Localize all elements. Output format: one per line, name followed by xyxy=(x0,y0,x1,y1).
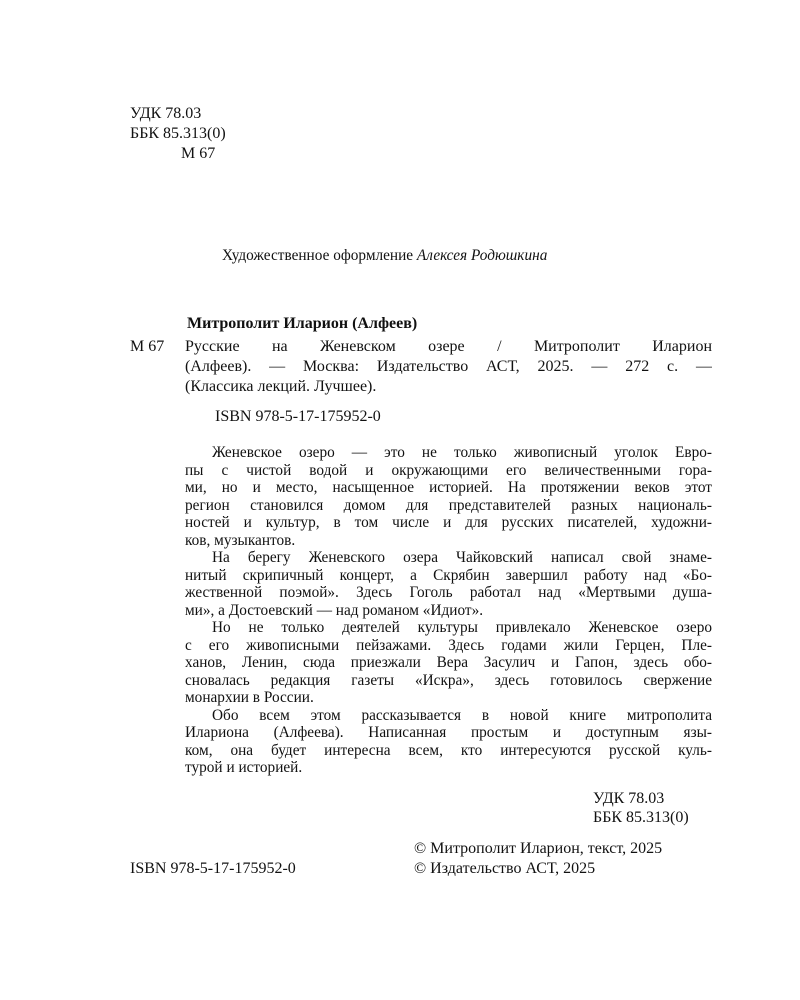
annotation-line: Женевское озеро — это не только живописный уголок Евро- xyxy=(212,444,712,461)
annotation-line: жественной поэмой». Здесь Гоголь работал над «Мертвыми душа- xyxy=(185,584,712,601)
udk-code-bottom: УДК 78.03 xyxy=(593,790,665,807)
author-mark-top: М 67 xyxy=(181,145,216,162)
bib-line: (Алфеев). — Москва: Издательство АСТ, 2025. — 272 с. — xyxy=(185,358,712,375)
annotation-line: ков, музыкантов. xyxy=(185,531,296,549)
annotation-line: регион становился домом для представителей разных националь- xyxy=(185,496,712,514)
annotation-line: пы с чистой водой и окружающими его величественными гора- xyxy=(185,461,712,479)
bbk-code-top: ББК 85.313(0) xyxy=(130,125,226,142)
bib-description xyxy=(185,337,712,397)
copyright-publisher: © Издательство АСТ, 2025 xyxy=(414,860,596,877)
author-heading: Митрополит Иларион (Алфеев) xyxy=(187,315,418,332)
annotation xyxy=(185,444,712,777)
annotation-line: Но не только деятелей культуры привлекало Женевское озеро xyxy=(212,619,712,636)
design-credit-label: Художественное оформление xyxy=(222,247,414,264)
annotation-line: нитый скрипичный концерт, а Скрябин завершил работу над «Бо- xyxy=(185,566,712,584)
isbn-record: ISBN 978-5-17-175952-0 xyxy=(215,408,381,425)
bib-line: (Классика лекций. Лучшее). xyxy=(185,378,377,395)
author-mark: М 67 xyxy=(130,338,165,355)
annotation-line: ностей и культур, в том числе и для русских писателей, художни- xyxy=(185,514,712,531)
annotation-line: Илариона (Алфеева). Написанная простым и доступным язы- xyxy=(185,724,712,741)
bib-line: Русские на Женевском озере / Митрополит Иларион xyxy=(185,338,712,355)
design-credit xyxy=(222,246,547,266)
bbk-code-bottom: ББК 85.313(0) xyxy=(593,809,689,826)
annotation-line: с его живописными пейзажами. Здесь годами жили Герцен, Пле- xyxy=(185,636,712,654)
annotation-line: ми», а Достоевский — над романом «Идиот». xyxy=(185,601,484,619)
isbn-footer: ISBN 978-5-17-175952-0 xyxy=(130,860,296,877)
annotation-line: монархии в России. xyxy=(185,689,314,706)
annotation-line: На берегу Женевского озера Чайковский написал свой знаме- xyxy=(212,549,712,566)
annotation-line: ком, она будет интересна всем, кто интересуются русской куль- xyxy=(185,741,712,759)
design-credit-artist: Алексея Родюшкина xyxy=(416,247,548,264)
annotation-line: ханов, Ленин, сюда приезжали Вера Засулич и Гапон, здесь обо- xyxy=(185,654,712,671)
annotation-line: турой и историей. xyxy=(185,759,303,776)
annotation-line: Обо всем этом рассказывается в новой книге митрополита xyxy=(212,706,712,724)
annotation-line: сновалась редакция газеты «Искра», здесь готовилось свержение xyxy=(185,671,712,689)
copyright-author: © Митрополит Иларион, текст, 2025 xyxy=(414,840,663,857)
udk-code-top: УДК 78.03 xyxy=(130,105,202,122)
annotation-line: ми, но и место, насыщенное историей. На протяжении веков этот xyxy=(185,479,712,496)
